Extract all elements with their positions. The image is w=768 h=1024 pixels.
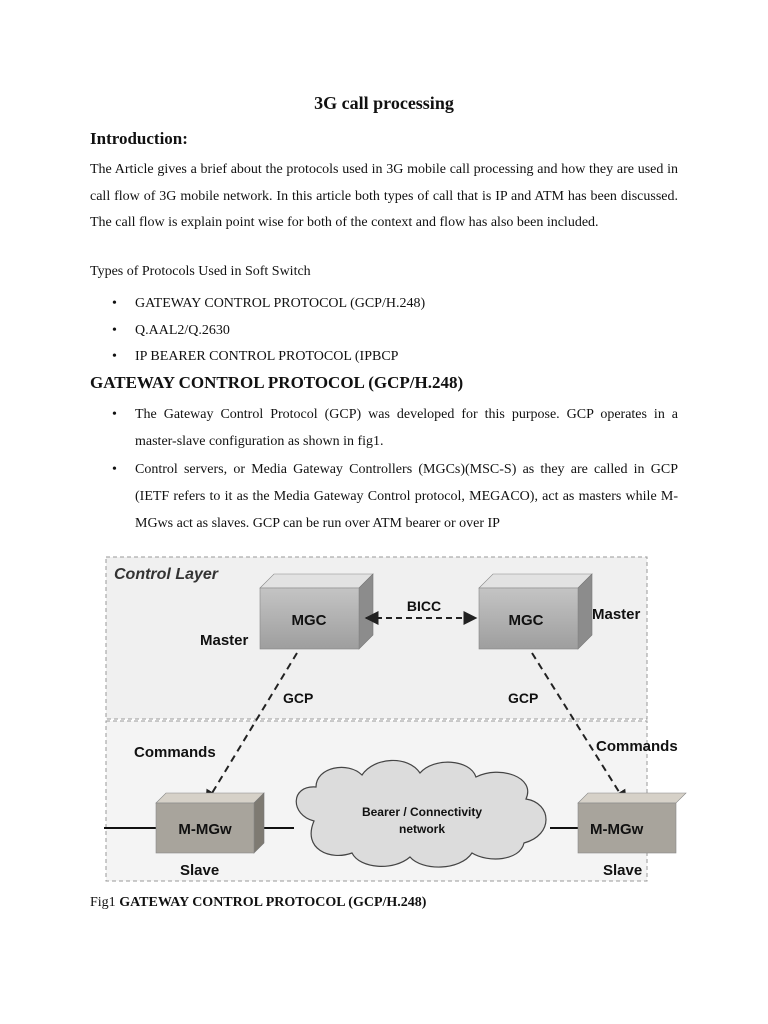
mgc-right-label: MGC: [508, 612, 544, 629]
gcp-bullet-text: The Gateway Control Protocol (GCP) was developed for this purpose. GCP operates in a master-slave configuration as shown in fig1.: [135, 407, 678, 450]
list-item: [90, 291, 678, 318]
intro-paragraph: The Article gives a brief about the protocols used in 3G mobile call processing and how they are used in call flow of 3G mobile network. In this article both types of call that is IP and ATM has been discussed. The call flow is explain point wise for both of the context and flow has also been included.: [90, 162, 678, 231]
commands-right-label: Commands: [596, 738, 678, 755]
list-item: [90, 401, 678, 456]
introduction-heading: Introduction:: [90, 129, 188, 148]
bullet-icon: •: [112, 322, 117, 338]
bullet-icon: •: [112, 407, 117, 422]
bullet-icon: •: [112, 461, 117, 477]
protocol-item-text: GATEWAY CONTROL PROTOCOL (GCP/H.248): [135, 296, 426, 311]
gcp-bullet-text: Control servers, or Media Gateway Controllers (MGCs)(MSC-S) as they are called in GCP (IETF refers to it as the Media Gateway Control protocol, MEGACO), act as masters while M-MGws act as slaves. GCP can be run over ATM bearer or over IP: [135, 461, 678, 532]
gcp-architecture-figure: [104, 553, 678, 879]
commands-left-label: Commands: [134, 744, 216, 761]
list-item: [90, 344, 678, 371]
mgc-left-box: [260, 574, 373, 649]
list-item: [90, 456, 678, 538]
master-left-label: Master: [200, 632, 249, 649]
cloud-label-line1: Bearer / Connectivity: [361, 805, 483, 819]
cloud-label-line2: network: [398, 822, 446, 836]
bullet-icon: •: [112, 349, 117, 365]
gcp-heading: GATEWAY CONTROL PROTOCOL (GCP/H.248): [90, 373, 464, 392]
slave-left-label: Slave: [180, 862, 220, 879]
control-layer-label: Control Layer: [114, 566, 219, 583]
mgw-right-label: M-MGw: [590, 821, 644, 838]
list-item: [90, 318, 678, 345]
protocol-list: [90, 291, 678, 371]
mgw-left-label: M-MGw: [178, 821, 232, 838]
gcp-bullet-list: [90, 401, 678, 537]
figure-caption: [90, 895, 426, 911]
mgw-right-box: [578, 793, 686, 853]
mgc-right-box: [479, 574, 592, 649]
mgc-left-label: MGC: [291, 612, 327, 629]
gcp-left-label: GCP: [283, 690, 314, 706]
slave-right-label: Slave: [603, 862, 643, 879]
caption-title: GATEWAY CONTROL PROTOCOL (GCP/H.248): [119, 895, 427, 910]
protocol-item-text: Q.AAL2/Q.2630: [135, 322, 230, 338]
protocol-types-label: Types of Protocols Used in Soft Switch: [90, 264, 311, 279]
caption-prefix: Fig1: [90, 895, 120, 910]
page-title: 3G call processing: [314, 93, 454, 113]
protocol-item-text: IP BEARER CONTROL PROTOCOL (IPBCP: [135, 349, 399, 365]
bicc-label: BICC: [406, 598, 442, 614]
gcp-right-label: GCP: [508, 690, 539, 706]
bullet-icon: •: [112, 296, 117, 311]
master-right-label: Master: [592, 606, 641, 623]
mgw-left-box: [156, 793, 264, 853]
